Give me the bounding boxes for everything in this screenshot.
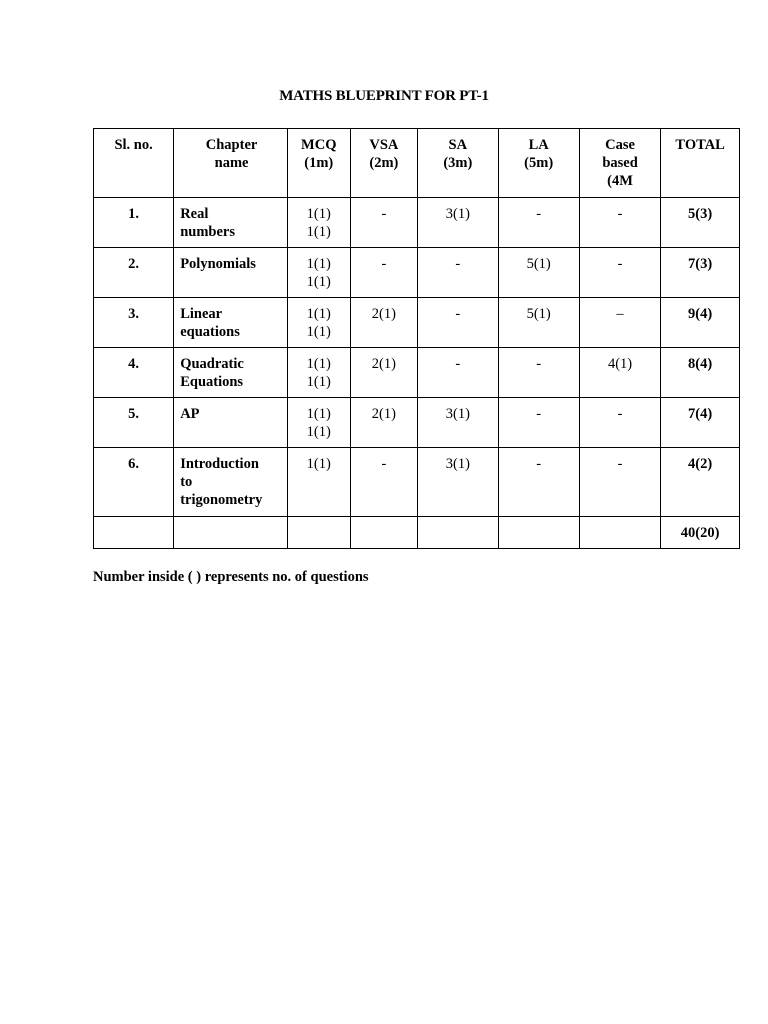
row-sa: 3(1) [418, 198, 498, 248]
table-row [94, 398, 740, 448]
page-title: MATHS BLUEPRINT FOR PT-1 [279, 88, 489, 104]
header-sa: SA (3m) [418, 129, 498, 198]
row-chapter-name: Linear equations [174, 298, 288, 348]
row-mcq: 1(1) [287, 448, 350, 517]
empty-cell [579, 517, 660, 549]
table-row [94, 298, 740, 348]
row-la: 5(1) [498, 298, 579, 348]
row-total: 7(3) [661, 248, 740, 298]
row-sl-no: 1. [94, 198, 174, 248]
row-vsa: 2(1) [350, 348, 418, 398]
header-total: TOTAL [661, 129, 740, 198]
row-mcq: 1(1) 1(1) [287, 198, 350, 248]
row-mcq: 1(1) 1(1) [287, 398, 350, 448]
table-row [94, 448, 740, 517]
row-vsa: - [350, 198, 418, 248]
row-total: 5(3) [661, 198, 740, 248]
row-case-based: 4(1) [579, 348, 660, 398]
row-total: 8(4) [661, 348, 740, 398]
empty-cell [498, 517, 579, 549]
row-sl-no: 3. [94, 298, 174, 348]
row-vsa: 2(1) [350, 298, 418, 348]
row-sl-no: 4. [94, 348, 174, 398]
row-sa: 3(1) [418, 398, 498, 448]
header-sl-no: Sl. no. [94, 129, 174, 198]
empty-cell [94, 517, 174, 549]
row-total: 9(4) [661, 298, 740, 348]
row-case-based: - [579, 198, 660, 248]
row-mcq: 1(1) 1(1) [287, 348, 350, 398]
table-row [94, 198, 740, 248]
row-chapter-name: Quadratic Equations [174, 348, 288, 398]
row-sa: - [418, 248, 498, 298]
empty-cell [174, 517, 288, 549]
row-mcq: 1(1) 1(1) [287, 298, 350, 348]
header-case-based: Case based (4M [579, 129, 660, 198]
row-la: - [498, 448, 579, 517]
row-la: - [498, 398, 579, 448]
row-case-based: – [579, 298, 660, 348]
row-la: - [498, 198, 579, 248]
grand-total: 40(20) [661, 517, 740, 549]
row-la: - [498, 348, 579, 398]
row-sa: 3(1) [418, 448, 498, 517]
row-total: 7(4) [661, 398, 740, 448]
header-chapter-name: Chapter name [174, 129, 288, 198]
table-row [94, 348, 740, 398]
row-vsa: - [350, 248, 418, 298]
row-chapter-name: AP [174, 398, 288, 448]
grand-total-row [94, 517, 740, 549]
empty-cell [418, 517, 498, 549]
header-vsa: VSA (2m) [350, 129, 418, 198]
empty-cell [287, 517, 350, 549]
row-sl-no: 5. [94, 398, 174, 448]
row-chapter-name: Introduction to trigonometry [174, 448, 288, 517]
row-chapter-name: Polynomials [174, 248, 288, 298]
row-mcq: 1(1) 1(1) [287, 248, 350, 298]
row-sl-no: 2. [94, 248, 174, 298]
footnote: Number inside ( ) represents no. of questions [93, 569, 369, 585]
row-total: 4(2) [661, 448, 740, 517]
table-row [94, 248, 740, 298]
row-chapter-name: Real numbers [174, 198, 288, 248]
row-case-based: - [579, 248, 660, 298]
blueprint-table [93, 128, 740, 549]
row-la: 5(1) [498, 248, 579, 298]
row-sa: - [418, 298, 498, 348]
header-la: LA (5m) [498, 129, 579, 198]
row-vsa: - [350, 448, 418, 517]
header-mcq: MCQ (1m) [287, 129, 350, 198]
empty-cell [350, 517, 418, 549]
table-header-row [94, 129, 740, 198]
row-vsa: 2(1) [350, 398, 418, 448]
row-case-based: - [579, 448, 660, 517]
row-case-based: - [579, 398, 660, 448]
row-sa: - [418, 348, 498, 398]
row-sl-no: 6. [94, 448, 174, 517]
